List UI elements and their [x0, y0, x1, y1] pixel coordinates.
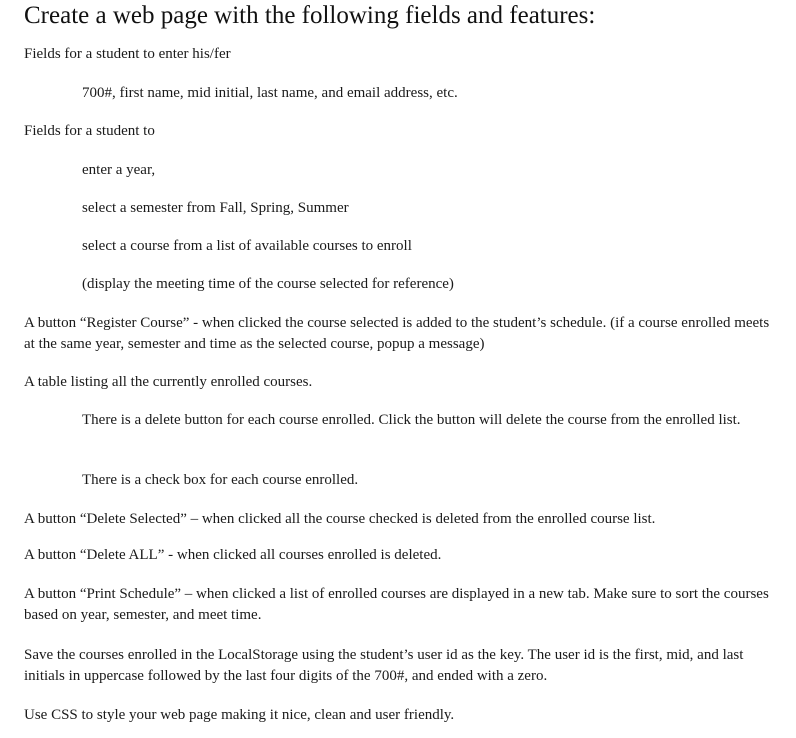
page-title: Create a web page with the following fields and features:	[24, 2, 596, 29]
display-time-text: (display the meeting time of the course selected for reference)	[82, 276, 454, 292]
select-semester-text: select a semester from Fall, Spring, Summer	[82, 200, 349, 216]
delete-all-description: A button “Delete ALL” - when clicked all courses enrolled is deleted.	[24, 547, 442, 563]
css-description: Use CSS to style your web page making it nice, clean and user friendly.	[24, 707, 455, 723]
delete-selected-description: A button “Delete Selected” – when clicked all the course checked is deleted from the enrolled course list.	[24, 511, 656, 527]
fields-intro-text: Fields for a student to enter his/fer	[24, 46, 231, 62]
checkbox-each-text: There is a check box for each course enrolled.	[82, 472, 359, 488]
localstorage-description: Save the courses enrolled in the LocalStorage using the student’s user id as the key. The user id is the first, mid, and last initials in uppercase followed by the last four digits of the 700#, and ended with a zero.	[24, 647, 744, 684]
print-schedule-description: A button “Print Schedule” – when clicked a list of enrolled courses are displayed in a new tab. Make sure to sort the courses based on year, semester, and meet time.	[24, 586, 769, 623]
delete-each-description: There is a delete button for each course enrolled. Click the button will delete the course from the enrolled list.	[82, 412, 741, 428]
register-button-description: A button “Register Course” - when clicked the course selected is added to the student’s schedule. (if a course enrolled meets at the same year, semester and time as the selected course, popup a message)	[24, 315, 770, 352]
table-listing-text: A table listing all the currently enrolled courses.	[24, 374, 313, 390]
fields-list-text: 700#, first name, mid initial, last name, and email address, etc.	[82, 85, 458, 101]
enter-year-text: enter a year,	[82, 162, 156, 178]
select-course-text: select a course from a list of available courses to enroll	[82, 238, 412, 254]
fields-for-student-text: Fields for a student to	[24, 123, 155, 139]
